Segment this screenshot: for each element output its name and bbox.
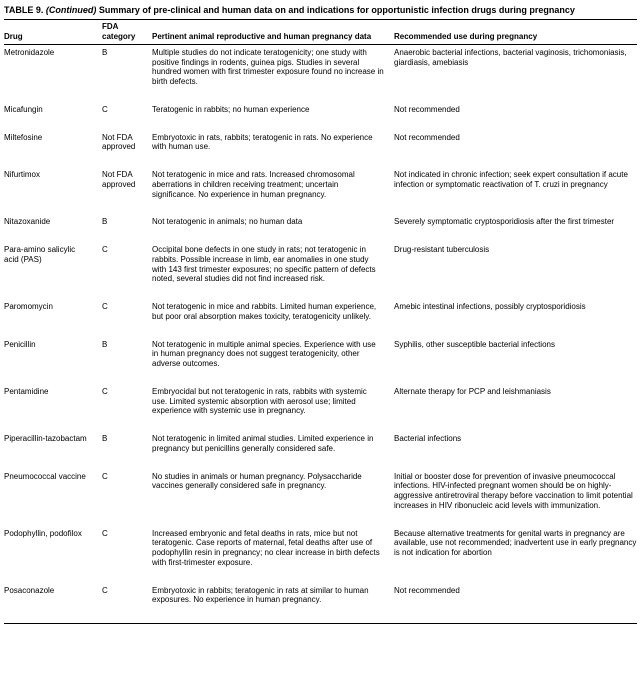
fda-category-cell: C	[102, 245, 108, 255]
table-row	[4, 583, 637, 624]
drug-cell: Penicillin	[4, 339, 36, 349]
pregnancy-data-cell: Not teratogenic in mice and rabbits. Limited human experience, but poor oral absorption makes toxicity, teratogenicity unlikely.	[152, 302, 377, 321]
table-row	[4, 299, 637, 337]
drug-cell: Podophyllin, podofilox	[4, 528, 82, 538]
drug-cell: Pentamidine	[4, 386, 49, 396]
fda-category-cell: C	[102, 386, 108, 396]
recommended-use-cell: Anaerobic bacterial infections, bacterial vaginosis, trichomoniasis, giardiasis, amebiasis	[394, 47, 627, 67]
recommended-use-cell: Severely symptomatic cryptosporidiosis after the first trimester	[394, 217, 615, 227]
pregnancy-data-cell: Embryocidal but not teratogenic in rats, rabbits with systemic use. Limited systemic absorption with aerosol use; limited experience with systemic use in pregnancy.	[152, 386, 367, 416]
drug-cell: Micafungin	[4, 104, 43, 114]
table-row	[4, 431, 637, 469]
drug-cell: Piperacillin-tazobactam	[4, 434, 87, 444]
pregnancy-data-cell: Embryotoxic in rats, rabbits; teratogenic in rats. No experience with human use.	[152, 132, 373, 152]
fda-category-cell: B	[102, 339, 108, 349]
drug-cell: Para-amino salicylic acid (PAS)	[4, 245, 76, 264]
fda-category-cell: C	[102, 104, 108, 114]
drug-cell: Miltefosine	[4, 132, 43, 142]
table-row	[4, 102, 637, 130]
fda-category-cell: Not FDA approved	[102, 170, 136, 189]
recommended-use-cell: Syphilis, other susceptible bacterial infections	[394, 339, 555, 349]
fda-category-cell: C	[102, 528, 108, 538]
recommended-use-cell: Alternate therapy for PCP and leishmaniasis	[394, 386, 551, 396]
recommended-use-cell: Not recommended	[394, 132, 460, 142]
table-row	[4, 384, 637, 431]
table-row	[4, 337, 637, 384]
column-header-fda-category: FDA category	[102, 20, 152, 45]
drug-cell: Paromomycin	[4, 302, 53, 312]
recommended-use-cell: Amebic intestinal infections, possibly cryptosporidiosis	[394, 302, 586, 312]
fda-category-cell: C	[102, 302, 108, 312]
drug-pregnancy-table	[4, 19, 637, 624]
drug-cell: Pneumococcal vaccine	[4, 471, 86, 481]
drug-cell: Nitazoxanide	[4, 217, 51, 227]
table-row	[4, 130, 637, 168]
pregnancy-data-cell: Not teratogenic in mice and rats. Increased chromosomal aberrations in children receiving treatment; uncertain significance. No experience in human pregnancy.	[152, 170, 355, 199]
recommended-use-cell: Bacterial infections	[394, 434, 462, 444]
column-header-recommended-use: Recommended use during pregnancy	[394, 20, 637, 45]
table-header-row	[4, 20, 637, 45]
table-row	[4, 44, 637, 102]
fda-category-cell: B	[102, 434, 108, 444]
table-title	[4, 5, 637, 19]
pregnancy-data-cell: Teratogenic in rabbits; no human experience	[152, 104, 310, 114]
column-header-drug: Drug	[4, 20, 102, 45]
pregnancy-data-cell: Not teratogenic in animals; no human data	[152, 217, 303, 227]
table-row	[4, 469, 637, 526]
fda-category-cell: B	[102, 217, 108, 227]
pregnancy-data-cell: Not teratogenic in limited animal studies. Limited experience in pregnancy but penicillins generally considered safe.	[152, 434, 374, 453]
pregnancy-data-cell: No studies in animals or human pregnancy. Polysaccharide vaccines generally considered safe in pregnancy.	[152, 471, 362, 491]
fda-category-cell: B	[102, 47, 108, 57]
recommended-use-cell: Drug-resistant tuberculosis	[394, 245, 490, 255]
pregnancy-data-cell: Occipital bone defects in one study in rats; not teratogenic in rabbits. Possible increase in limb, ear anomalies in one study with 143 first trimester exposures; no specific pattern of defects noted, several studies did not find increased risk.	[152, 245, 376, 284]
recommended-use-cell: Not recommended	[394, 104, 460, 114]
table-row	[4, 242, 637, 299]
pregnancy-data-cell: Not teratogenic in multiple animal species. Experience with use in human pregnancy does not suggest teratogenicity, other adverse outcomes.	[152, 339, 376, 369]
recommended-use-cell: Not recommended	[394, 583, 637, 624]
table-body	[4, 44, 637, 623]
pregnancy-data-cell: Increased embryonic and fetal deaths in rats, mice but not teratogenic. Case reports of maternal, fetal deaths after use of podophyllin resin in pregnancy; no clear increase in birth defects with first-trimester exposure.	[152, 528, 380, 567]
pregnancy-data-cell: Multiple studies do not indicate teratogenicity; one study with positive findings in rodents, guinea pigs. Studies in several hundred women with first trimester exposure found no increase in birth defects.	[152, 47, 384, 87]
table-row	[4, 214, 637, 242]
table-title-label: TABLE 9.	[4, 5, 44, 15]
fda-category-cell: Not FDA approved	[102, 132, 136, 152]
pregnancy-data-cell: Embryotoxic in rabbits; teratogenic in rats at similar to human exposures. No experience in human pregnancy.	[152, 583, 394, 624]
drug-cell: Posaconazole	[4, 583, 102, 624]
fda-category-cell: C	[102, 583, 152, 624]
table-row	[4, 526, 637, 583]
drug-cell: Metronidazole	[4, 47, 55, 57]
table-row	[4, 167, 637, 214]
fda-category-cell: C	[102, 471, 108, 481]
recommended-use-cell: Initial or booster dose for prevention of invasive pneumococcal infections. HIV-infected pregnant women should be on highly-aggressive antiretroviral therapy before vaccination to limit potential increases in HIV ribonucleic acid levels with immunization.	[394, 471, 633, 510]
recommended-use-cell: Not indicated in chronic infection; seek expert consultation if acute infection or symptomatic reactivation of T. cruzi in pregnancy	[394, 170, 628, 189]
table-title-text: Summary of pre-clinical and human data on and indications for opportunistic infection drugs during pregnancy	[98, 5, 575, 15]
recommended-use-cell: Because alternative treatments for genital warts in pregnancy are available, use not recommended; inadvertent use in early pregnancy is not indication for abortion	[394, 528, 637, 558]
table-header	[4, 20, 637, 45]
column-header-pregnancy-data: Pertinent animal reproductive and human pregnancy data	[152, 20, 394, 45]
table-title-continued: (Continued)	[45, 5, 97, 15]
drug-cell: Nifurtimox	[4, 170, 41, 180]
